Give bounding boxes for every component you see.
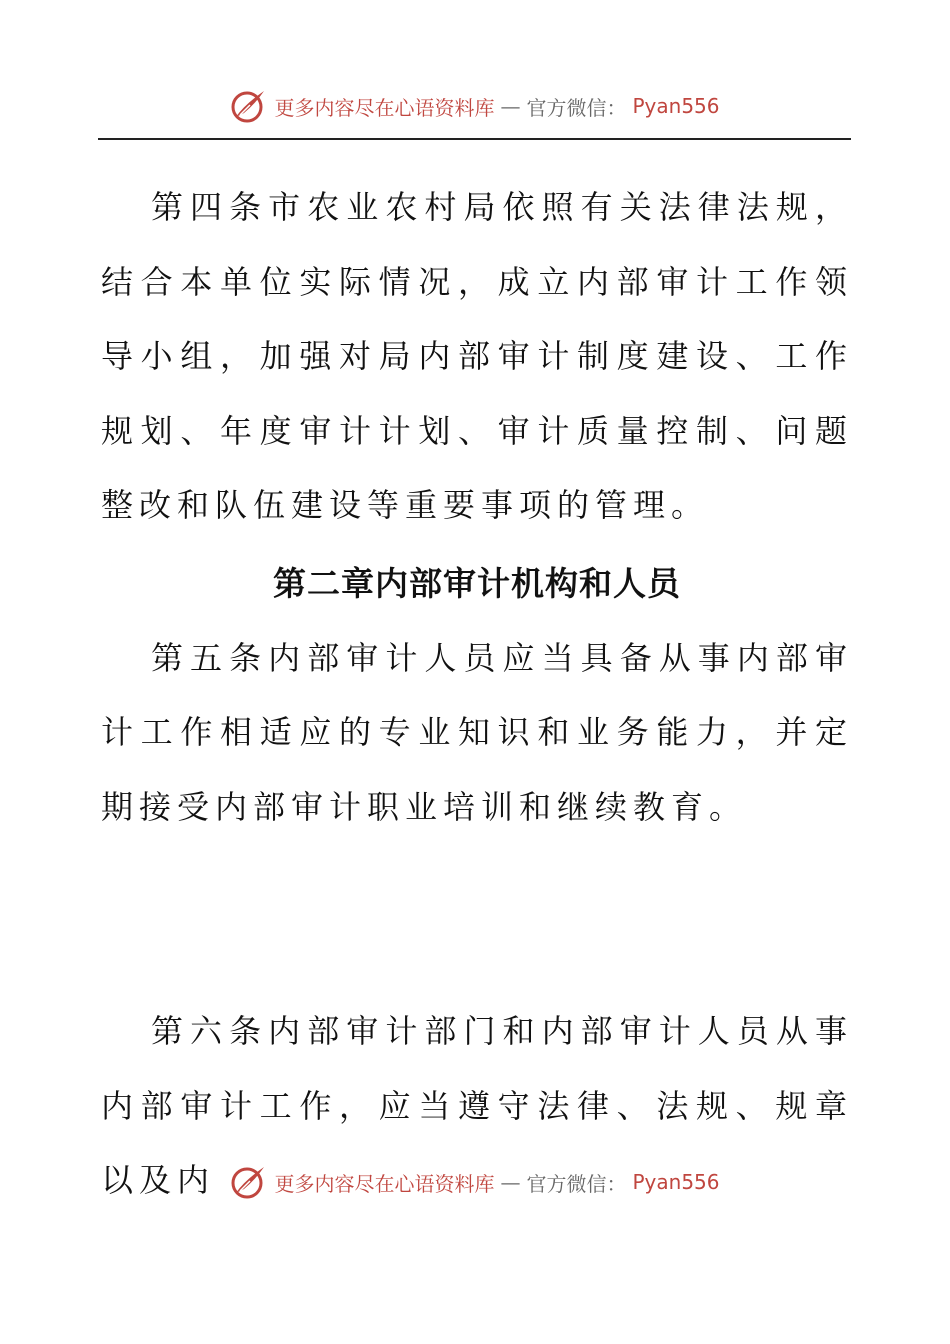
footer-dash: — bbox=[500, 1170, 521, 1194]
footer-wechat-id: Pyan556 bbox=[632, 1170, 720, 1194]
quill-logo-icon bbox=[230, 87, 268, 125]
banner-wechat-label: 官方微信： bbox=[526, 95, 627, 120]
banner-wechat-id: Pyan556 bbox=[632, 94, 720, 118]
chapter-2-title: 第二章内部审计机构和人员 bbox=[273, 563, 681, 603]
footer-brand-text: 更多内容尽在心语资料库 bbox=[274, 1171, 495, 1196]
document-body bbox=[101, 170, 853, 1218]
quill-logo-icon bbox=[230, 1163, 268, 1201]
footer-banner bbox=[0, 1160, 950, 1204]
article-6-paragraph: 第六条内部审计部门和内部审计人员从事内部审计工作，应当遵守法律、法规、规章以及内 bbox=[101, 1012, 853, 1199]
article-5-paragraph: 第五条内部审计人员应当具备从事内部审计工作相适应的专业知识和业务能力，并定期接受内部审计职业培训和继续教育。 bbox=[101, 638, 853, 826]
header-banner bbox=[0, 84, 950, 128]
banner-brand-text: 更多内容尽在心语资料库 bbox=[274, 95, 495, 120]
header-divider bbox=[98, 138, 851, 140]
blank-space bbox=[101, 844, 853, 994]
banner-dash: — bbox=[500, 94, 521, 118]
footer-wechat-label: 官方微信： bbox=[526, 1171, 627, 1196]
article-4-paragraph: 第四条市农业农村局依照有关法律法规，结合本单位实际情况，成立内部审计工作领导小组，加强对局内部审计制度建设、工作规划、年度审计计划、审计质量控制、问题整改和队伍建设等重要事项的管理。 bbox=[101, 188, 853, 524]
